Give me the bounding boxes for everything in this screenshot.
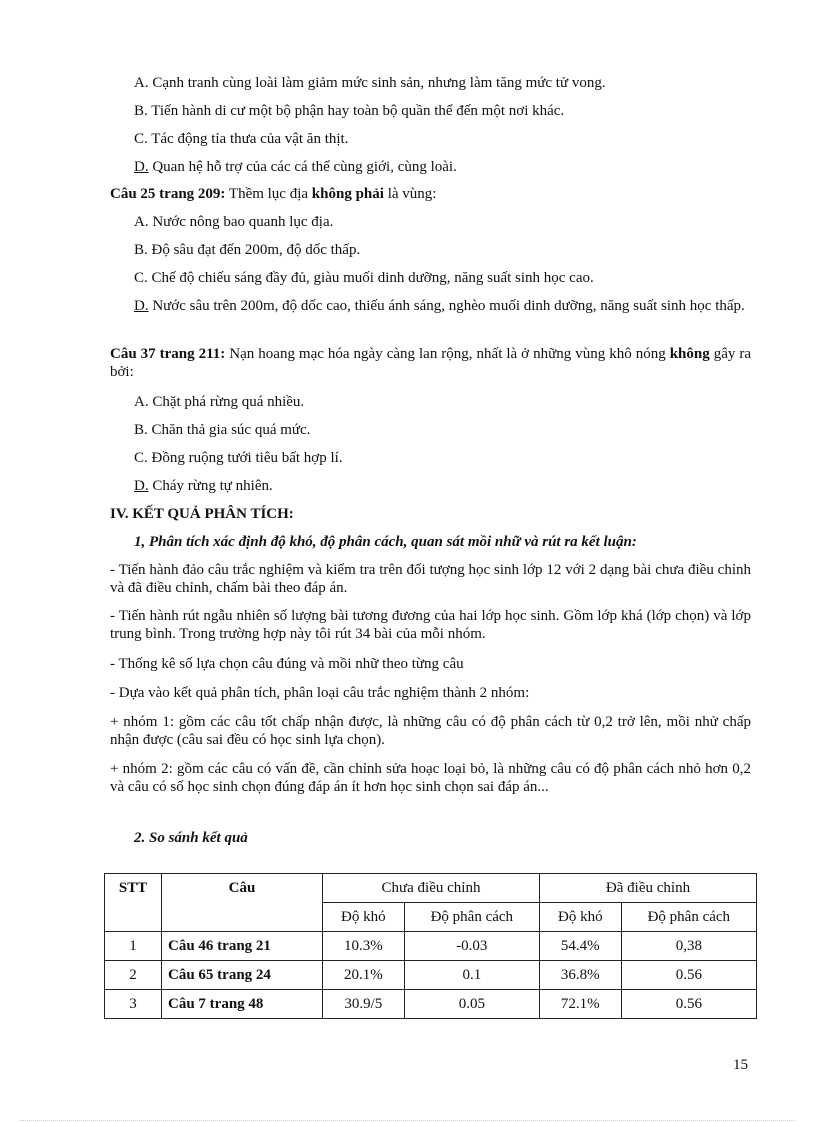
option-d [134,158,457,176]
paragraph: - Tiến hành đảo câu trắc nghiệm và kiểm tra trên đối tượng học sinh lớp 12 với 2 dạng bài chưa điều chỉnh và đã điều chỉnh, chấm bài theo đáp án. [110,562,751,596]
answer-letter: D. [134,298,149,314]
question-25 [110,185,436,203]
question-text: Nạn hoang mạc hóa ngày càng lan rộng, nhất là ở những vùng khô nóng [225,346,670,362]
header-discrimination: Độ phân cách [404,903,539,932]
cell-stt: 3 [105,990,162,1019]
option-c: C. Đồng ruộng tưới tiêu bất hợp lí. [134,450,343,466]
cell-difficulty: 72.1% [539,990,621,1019]
table-row [105,990,757,1019]
option-c: C. Chế độ chiếu sáng đầy đủ, giàu muối dinh dưỡng, năng suất sinh học cao. [134,270,594,286]
header-unadjusted: Chưa điều chỉnh [323,874,540,903]
cell-discrimination: 0,38 [621,932,756,961]
answer-letter: D. [134,478,149,494]
paragraph: + nhóm 2: gồm các câu có vấn đề, cần chỉnh sửa hoạc loại bỏ, là những câu có độ phân cách nhỏ hơn 0,2 và câu có số học sinh chọn đúng đáp án ít hơn học sinh chọn sai đáp án... [110,761,751,795]
cell-discrimination: 0.56 [621,990,756,1019]
question-text: là vùng: [383,186,437,202]
cell-difficulty: 10.3% [323,932,405,961]
page-number: 15 [733,1057,748,1073]
section-heading: IV. KẾT QUẢ PHÂN TÍCH: [110,506,294,522]
paragraph: - Thống kê số lựa chọn câu đúng và mồi nhữ theo từng câu [110,656,464,672]
cell-difficulty: 36.8% [539,961,621,990]
answer-letter: D. [134,159,149,175]
question-37 [110,345,751,381]
table-header-row [105,874,757,903]
cell-discrimination: -0.03 [404,932,539,961]
cell-difficulty: 30.9/5 [323,990,405,1019]
option-a: A. Cạnh tranh cùng loài làm giảm mức sinh sản, nhưng làm tăng mức tử vong. [134,75,606,91]
option-c: C. Tác động tỉa thưa của vật ăn thịt. [134,131,349,147]
question-label: Câu 37 trang 211: [110,346,226,362]
cell-stt: 1 [105,932,162,961]
question-emphasis: không [669,346,710,362]
question-emphasis: không phải [311,186,384,202]
question-label: Câu 25 trang 209: [110,186,226,202]
results-table [104,873,757,1019]
paragraph: - Dựa vào kết quả phân tích, phân loại câu trắc nghiệm thành 2 nhóm: [110,685,530,701]
option-d [134,477,273,495]
option-d-text: Cháy rừng tự nhiên. [148,478,273,494]
cell-question: Câu 46 trang 21 [162,932,323,961]
table-row [105,932,757,961]
cell-difficulty: 20.1% [323,961,405,990]
option-d [110,297,751,315]
option-d-text: Quan hệ hỗ trợ của các cá thể cùng giới, cùng loài. [148,159,457,175]
paragraph: - Tiến hành rút ngẫu nhiên số lượng bài tương đương của hai lớp học sinh. Gồm lớp khá (lớp chọn) và lớp trung bình. Trong trường hợp này tôi rút 34 bài của mỗi nhóm. [110,608,751,642]
header-discrimination: Độ phân cách [621,903,756,932]
option-b: B. Độ sâu đạt đến 200m, độ dốc thấp. [134,242,361,258]
cell-stt: 2 [105,961,162,990]
cell-question: Câu 7 trang 48 [162,990,323,1019]
header-stt: STT [105,874,162,932]
subsection-heading: 1, Phân tích xác định độ khó, độ phân cách, quan sát mồi nhữ và rút ra kết luận: [134,534,637,550]
option-d-text: Nước sâu trên 200m, độ dốc cao, thiếu ánh sáng, nghèo muối dinh dưỡng, năng suất sinh học thấp. [148,298,745,314]
cell-difficulty: 54.4% [539,932,621,961]
option-a: A. Chặt phá rừng quá nhiều. [134,394,305,410]
cell-discrimination: 0.1 [404,961,539,990]
subsection-heading: 2. So sánh kết quả [134,830,248,846]
header-cau: Câu [162,874,323,932]
cell-discrimination: 0.05 [404,990,539,1019]
header-difficulty: Độ khó [323,903,405,932]
option-b: B. Chăn thả gia súc quá mức. [134,422,311,438]
table-row [105,961,757,990]
option-b: B. Tiến hành di cư một bộ phận hay toàn bộ quần thể đến một nơi khác. [134,103,565,119]
question-text: Thềm lục địa [225,186,312,202]
header-difficulty: Độ khó [539,903,621,932]
cell-question: Câu 65 trang 24 [162,961,323,990]
page-footer-divider [20,1120,796,1121]
option-a: A. Nước nông bao quanh lục địa. [134,214,334,230]
question-text: gây ra bởi: [110,346,752,380]
paragraph: + nhóm 1: gồm các câu tốt chấp nhận được, là những câu có độ phân cách từ 0,2 trở lên, mồi nhử chấp nhận được (câu sai đều có học sinh lựa chọn). [110,714,751,748]
cell-discrimination: 0.56 [621,961,756,990]
header-adjusted: Đã điều chỉnh [539,874,756,903]
